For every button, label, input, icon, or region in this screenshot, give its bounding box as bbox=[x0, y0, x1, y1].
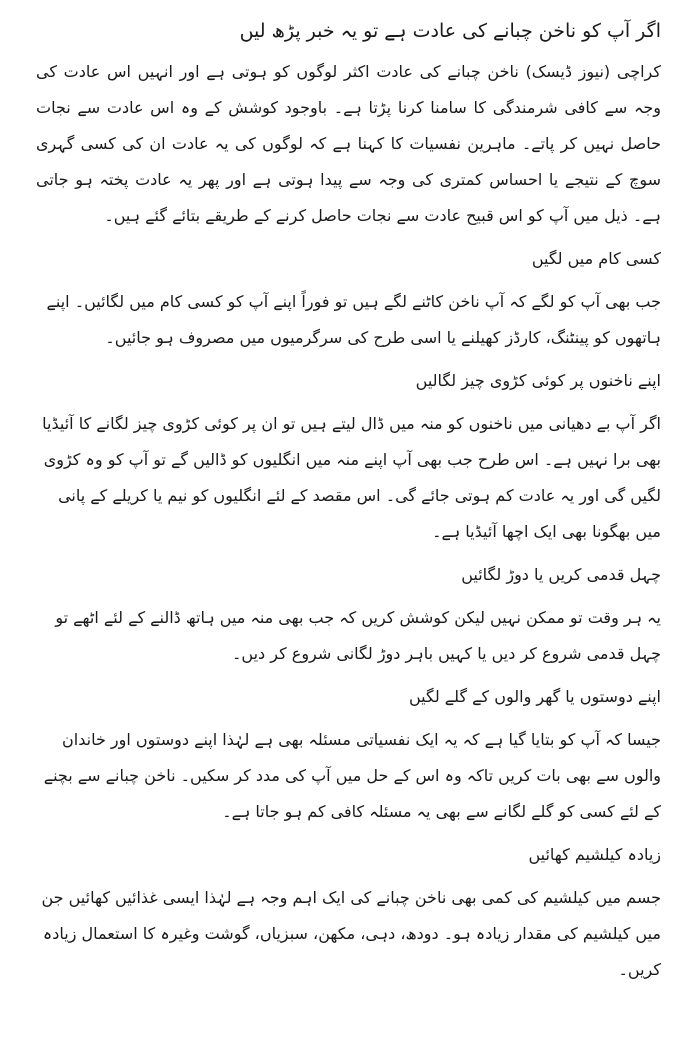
section-hug-friends bbox=[36, 680, 661, 830]
section-heading: اپنے ناخنوں پر کوئی کڑوی چیز لگالیں bbox=[415, 371, 661, 390]
section-heading: اپنے دوستوں یا گھر والوں کے گلے لگیں bbox=[408, 687, 661, 706]
section-body: جسم میں کیلشیم کی کمی بھی ناخن چبانے کی ایک اہم وجہ ہے لہٰذا ایسی غذائیں کھائیں جن میں کیلشیم کی مقدار زیادہ ہو۔ دودھ، دہی، مکھن، سبزیاں، گوشت وغیرہ کا استعمال زیادہ کریں۔ bbox=[41, 888, 661, 979]
section-walk-run bbox=[36, 558, 661, 672]
section-heading: چہل قدمی کریں یا دوڑ لگائیں bbox=[461, 565, 661, 584]
section-heading: کسی کام میں لگیں bbox=[531, 249, 661, 268]
section-calcium bbox=[36, 838, 661, 988]
section-body: یہ ہر وقت تو ممکن نہیں لیکن کوشش کریں کہ جب بھی منہ میں ہاتھ ڈالنے کے لئے اٹھے تو چہل قدمی شروع کر دیں یا کہیں باہر دوڑ لگانی شروع کر دیں۔ bbox=[55, 608, 661, 663]
section-heading: زیادہ کیلشیم کھائیں bbox=[528, 845, 661, 864]
section-body: جیسا کہ آپ کو بتایا گیا ہے کہ یہ ایک نفسیاتی مسئلہ بھی ہے لہٰذا اپنے دوستوں اور خاندان والوں سے بھی بات کریں تاکہ وہ اس کے حل میں آپ کی مدد کر سکیں۔ ناخن چبانے سے بچنے کے لئے کسی کو گلے لگانے سے بھی یہ مسئلہ کافی کم ہو جاتا ہے۔ bbox=[43, 730, 661, 821]
section-body: جب بھی آپ کو لگے کہ آپ ناخن کاٹنے لگے ہیں تو فوراً اپنے آپ کو کسی کام میں لگائیں۔ اپنے ہاتھوں کو پینٹنگ، کارڈز کھیلنے یا اسی طرح کی سرگرمیوں میں مصروف ہو جائیں۔ bbox=[46, 292, 661, 347]
section-bitter-coating bbox=[36, 364, 661, 550]
section-body: اگر آپ بے دھیانی میں ناخنوں کو منہ میں ڈال لیتے ہیں تو ان پر کوئی کڑوی چیز لگانے کا آئیڈیا بھی برا نہیں ہے۔ اس طرح جب بھی آپ اپنے منہ میں انگلیوں کو ڈالیں گے تو آپ کو وہ کڑوی لگیں گی اور یہ عادت کم ہوتی جائے گی۔ اس مقصد کے لئے انگلیوں کو نیم یا کریلے کے پانی میں بھگونا بھی ایک اچھا آئیڈیا ہے۔ bbox=[42, 414, 661, 541]
article-intro: کراچی (نیوز ڈیسک) ناخن چبانے کی عادت اکثر لوگوں کو ہوتی ہے اور انہیں اس عادت کی وجہ سے کافی شرمندگی کا سامنا کرنا پڑتا ہے۔ باوجود کوشش کے وہ اس عادت سے نجات حاصل نہیں کر پاتے۔ ماہرین نفسیات کا کہنا ہے کہ لوگوں کی یہ عادت ان کی کسی گہری سوچ کے نتیجے یا احساس کمتری کی وجہ سے پیدا ہوتی ہے اور پھر یہ عادت پختہ ہو جاتی ہے۔ ذیل میں آپ کو اس قبیح عادت سے نجات حاصل کرنے کے طریقے بتائے گئے ہیں۔ bbox=[36, 62, 661, 225]
article-title: اگر آپ کو ناخن چبانے کی عادت ہے تو یہ خبر پڑھ لیں bbox=[239, 20, 661, 42]
section-keep-busy bbox=[36, 242, 661, 356]
